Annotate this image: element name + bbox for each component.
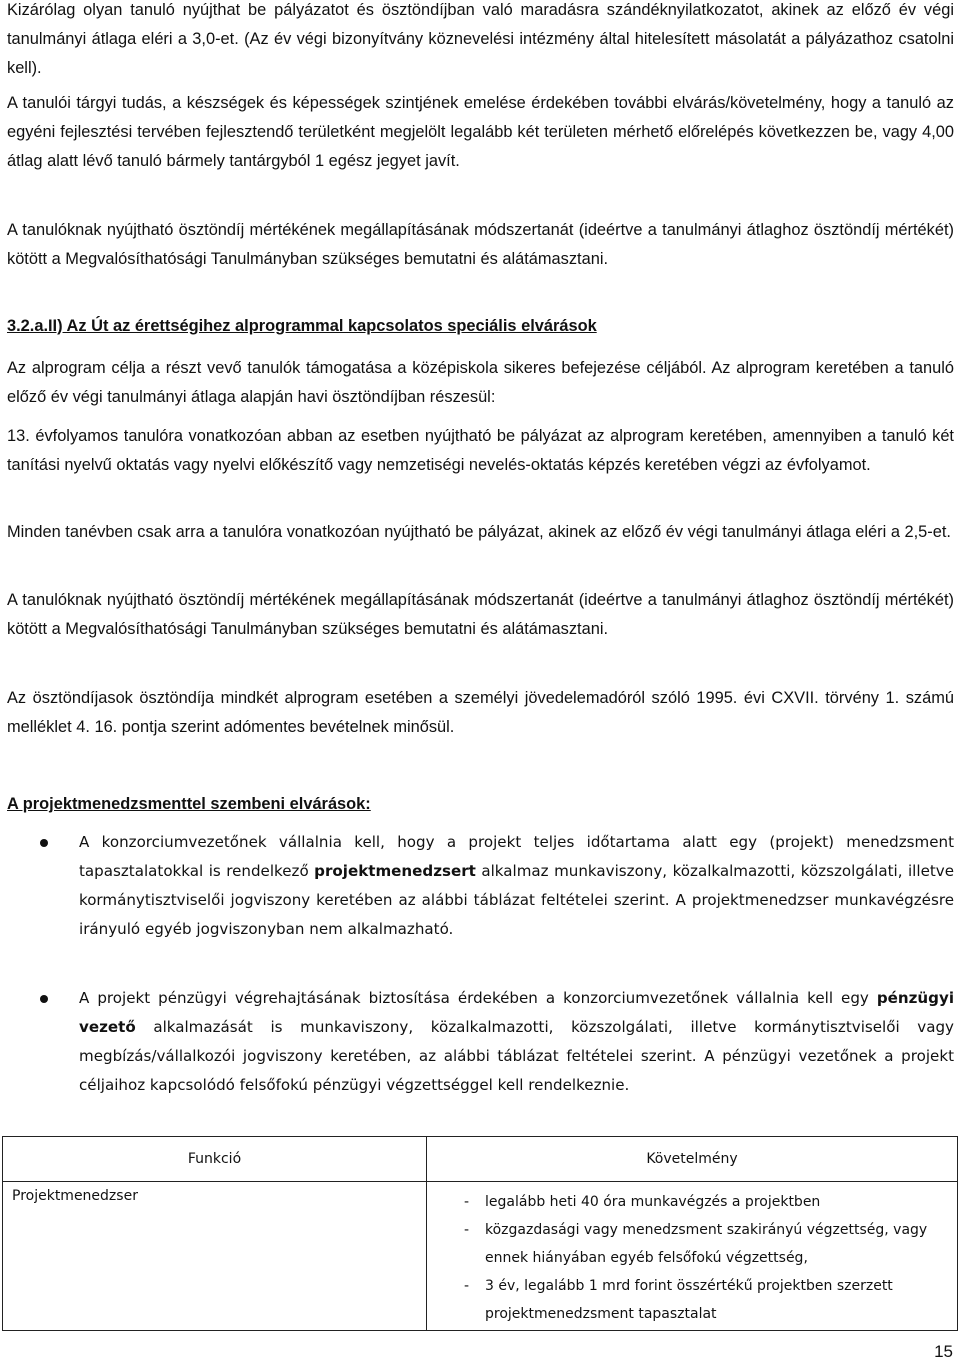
bullet-text-part: alkalmaz munkaviszony, közalkalmazotti, közszolgálati, illetve kormánytisztviselői jogviszony keretében az alábbi táblázat feltételei szerint. A projektmenedzser munkavégzésre irányuló egyéb jogviszonyban nem alkalmazható. <box>79 862 954 938</box>
page-number: 15 <box>934 1342 953 1361</box>
table-row <box>3 1182 958 1331</box>
table-cell-requirements <box>427 1182 958 1331</box>
section-heading-3-2-a-ii: 3.2.a.II) Az Út az érettségihez alprogrammal kapcsolatos speciális elvárások <box>7 317 597 335</box>
list-item <box>427 1272 957 1328</box>
list-item <box>427 1216 957 1272</box>
requirements-table <box>2 1136 958 1331</box>
bullet-bold-term: pénzügyi vezető <box>79 989 954 1036</box>
paragraph-average-2-5: Minden tanévben csak arra a tanulóra vonatkozóan nyújtható be pályázat, akinek az előző év végi tanulmányi átlaga eléri a 2,5-et. <box>7 523 951 541</box>
bullet-text-project-manager <box>79 828 954 944</box>
paragraph-grade-13: 13. évfolyamos tanulóra vonatkozóan abban az esetben nyújtható be pályázat az alprogram keretében, amennyiben a tanuló két tanítási nyelvű oktatás vagy nyelvi előkészítő vagy nemzetiségi nevelés-oktatás képzés keretében végzi az évfolyamot. <box>7 427 954 474</box>
bullet-text-part: A projekt pénzügyi végrehajtásának biztosítása érdekében a konzorciumvezetőnek vállalnia kell egy <box>79 989 877 1007</box>
paragraph-eligibility: Kizárólag olyan tanuló nyújthat be pályázatot és ösztöndíjban való maradásra szándéknyilatkozatot, akinek az előző év végi tanulmányi átlaga eléri a 3,0-et. (Az év végi bizonyítvány köznevelési intézmény által hitelesített másolatát a pályázathoz csatolni kell). <box>7 1 954 77</box>
list-item <box>427 1188 957 1216</box>
paragraph-tax-exempt: Az ösztöndíjasok ösztöndíja mindkét alprogram esetében a személyi jövedelemadóról szóló 1995. évi CXVII. törvény 1. számú melléklet 4. 16. pontja szerint adómentes bevételnek minősül. <box>7 689 954 736</box>
paragraph-methodology-2: A tanulóknak nyújtható ösztöndíj mértékének megállapításának módszertanát (ideértve a tanulmányi átlaghoz ösztöndíj mértékét) kötött a Megvalósíthatósági Tanulmányban szükséges bemutatni és alátámasztani. <box>7 591 954 638</box>
dash-bullet: - <box>464 1278 470 1294</box>
table-header-row <box>3 1137 958 1182</box>
dash-bullet: - <box>464 1194 470 1210</box>
requirement-text: legalább heti 40 óra munkavégzés a projektben <box>485 1194 821 1210</box>
bullet-text-financial-manager <box>79 984 954 1100</box>
bullet-bold-term: projektmenedzsert <box>314 862 476 880</box>
requirement-text: 3 év, legalább 1 mrd forint összértékű projektben szerzett projektmenedzsment tapasztalat <box>485 1278 893 1322</box>
section-heading-project-management: A projektmenedzsmenttel szembeni elvárások: <box>7 795 371 813</box>
requirement-list <box>427 1182 957 1330</box>
paragraph-subprogram-goal: Az alprogram célja a részt vevő tanulók támogatása a középiskola sikeres befejezése céljából. Az alprogram keretében a tanuló előző év végi tanulmányi átlaga alapján havi ösztöndíjban részesül: <box>7 359 954 406</box>
bullet-icon <box>40 995 48 1003</box>
table-header-requirement: Követelmény <box>427 1137 958 1182</box>
bullet-text-part: A konzorciumvezetőnek vállalnia kell, hogy a projekt teljes időtartama alatt egy (projekt) menedzsment tapasztalatokkal is rendelkező <box>79 833 954 880</box>
paragraph-requirements: A tanulói tárgyi tudás, a készségek és képességek szintjének emelése érdekében további elvárás/követelmény, hogy a tanuló az egyéni fejlesztési tervében fejlesztendő területként megjelölt legalább két területen mérhető előrelépés következzen be, vagy 4,00 átlag alatt lévő tanuló bármely tantárgyból 1 egész jegyet javít. <box>7 94 954 170</box>
bullet-text-part: alkalmazását is munkaviszony, közalkalmazotti, közszolgálati, illetve kormánytisztviselői vagy megbízás/vállalkozói jogviszony keretében, az alábbi táblázat feltételei szerint. A pénzügyi vezetőnek a projekt céljaihoz kapcsolódó felsőfokú pénzügyi végzettséggel kell rendelkeznie. <box>79 1018 954 1094</box>
table-header-function: Funkció <box>3 1137 427 1182</box>
dash-bullet: - <box>464 1222 470 1238</box>
paragraph-methodology: A tanulóknak nyújtható ösztöndíj mértékének megállapításának módszertanát (ideértve a tanulmányi átlaghoz ösztöndíj mértékét) kötött a Megvalósíthatósági Tanulmányban szükséges bemutatni és alátámasztani. <box>7 221 954 268</box>
bullet-icon <box>40 839 48 847</box>
requirement-text: közgazdasági vagy menedzsment szakirányú végzettség, vagy ennek hiányában egyéb felsőfokú végzettség, <box>485 1222 928 1266</box>
table-cell-function: Projektmenedzser <box>3 1182 427 1331</box>
